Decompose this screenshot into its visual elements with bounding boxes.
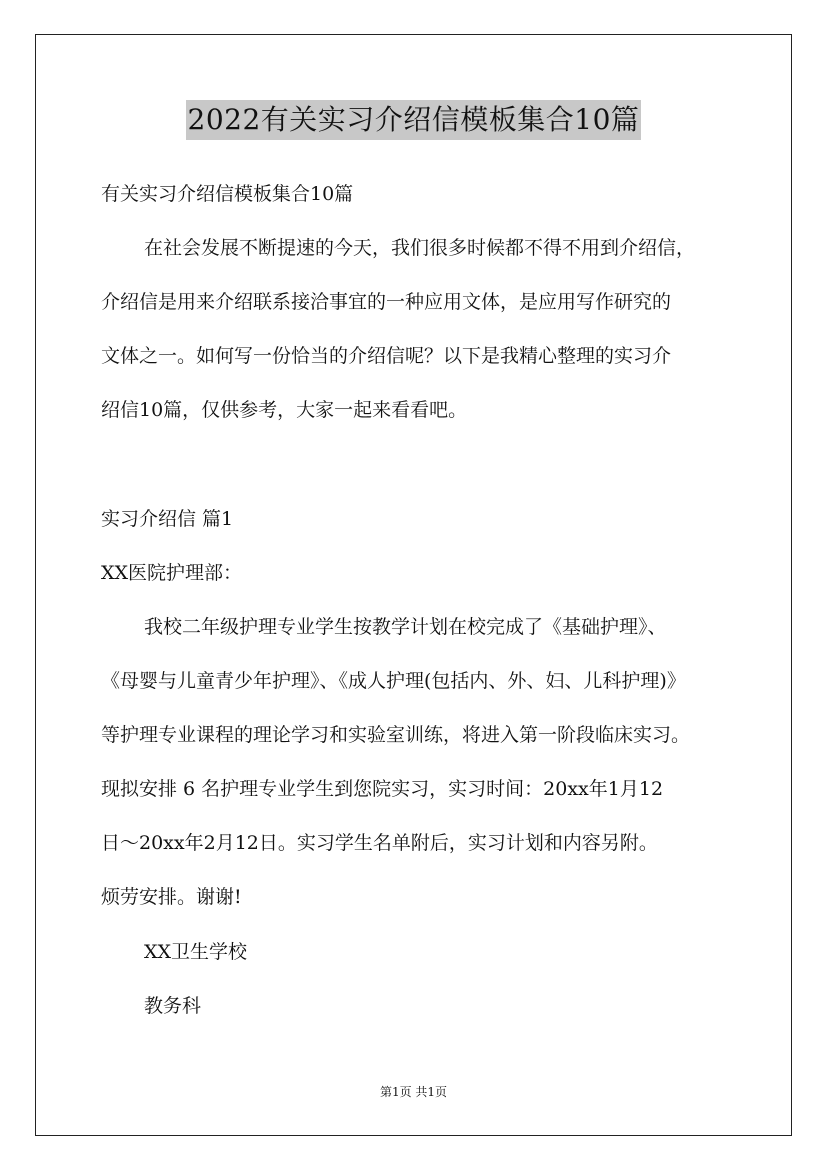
- letter-body-line: 等护理专业课程的理论学习和实验室训练，将进入第一阶段临床实习。: [101, 724, 691, 746]
- letter-salutation: XX医院护理部：: [101, 562, 243, 584]
- document-title: [0, 100, 827, 140]
- page-footer: 第1页 共1页: [379, 1085, 448, 1099]
- document-title-text: 2022有关实习介绍信模板集合10篇: [186, 100, 642, 140]
- intro-line: 文体之一。如何写一份恰当的介绍信呢？以下是我精心整理的实习介: [101, 345, 672, 367]
- section-heading: 实习介绍信 篇1: [101, 508, 234, 530]
- signature-department: 教务科: [144, 995, 202, 1017]
- intro-line: 在社会发展不断提速的今天，我们很多时候都不得不用到介绍信，: [144, 237, 696, 259]
- signature-school: XX卫生学校: [144, 941, 248, 963]
- letter-body-line: 烦劳安排。谢谢!: [101, 886, 242, 908]
- letter-body-line: 现拟安排 6 名护理专业学生到您院实习，实习时间：20xx年1月12: [101, 778, 664, 800]
- intro-line: 介绍信是用来介绍联系接洽事宜的一种应用文体，是应用写作研究的: [101, 291, 672, 313]
- intro-line: 绍信10篇，仅供参考，大家一起来看看吧。: [101, 399, 468, 421]
- letter-body-line: 《母婴与儿童青少年护理》、《成人护理(包括内、外、妇、儿科护理)》: [101, 670, 686, 692]
- letter-body-line: 我校二年级护理专业学生按教学计划在校完成了《基础护理》、: [144, 616, 667, 638]
- document-subtitle: 有关实习介绍信模板集合10篇: [101, 183, 354, 205]
- letter-body-line: 日～20xx年2月12日。实习学生名单附后，实习计划和内容另附。: [101, 832, 658, 854]
